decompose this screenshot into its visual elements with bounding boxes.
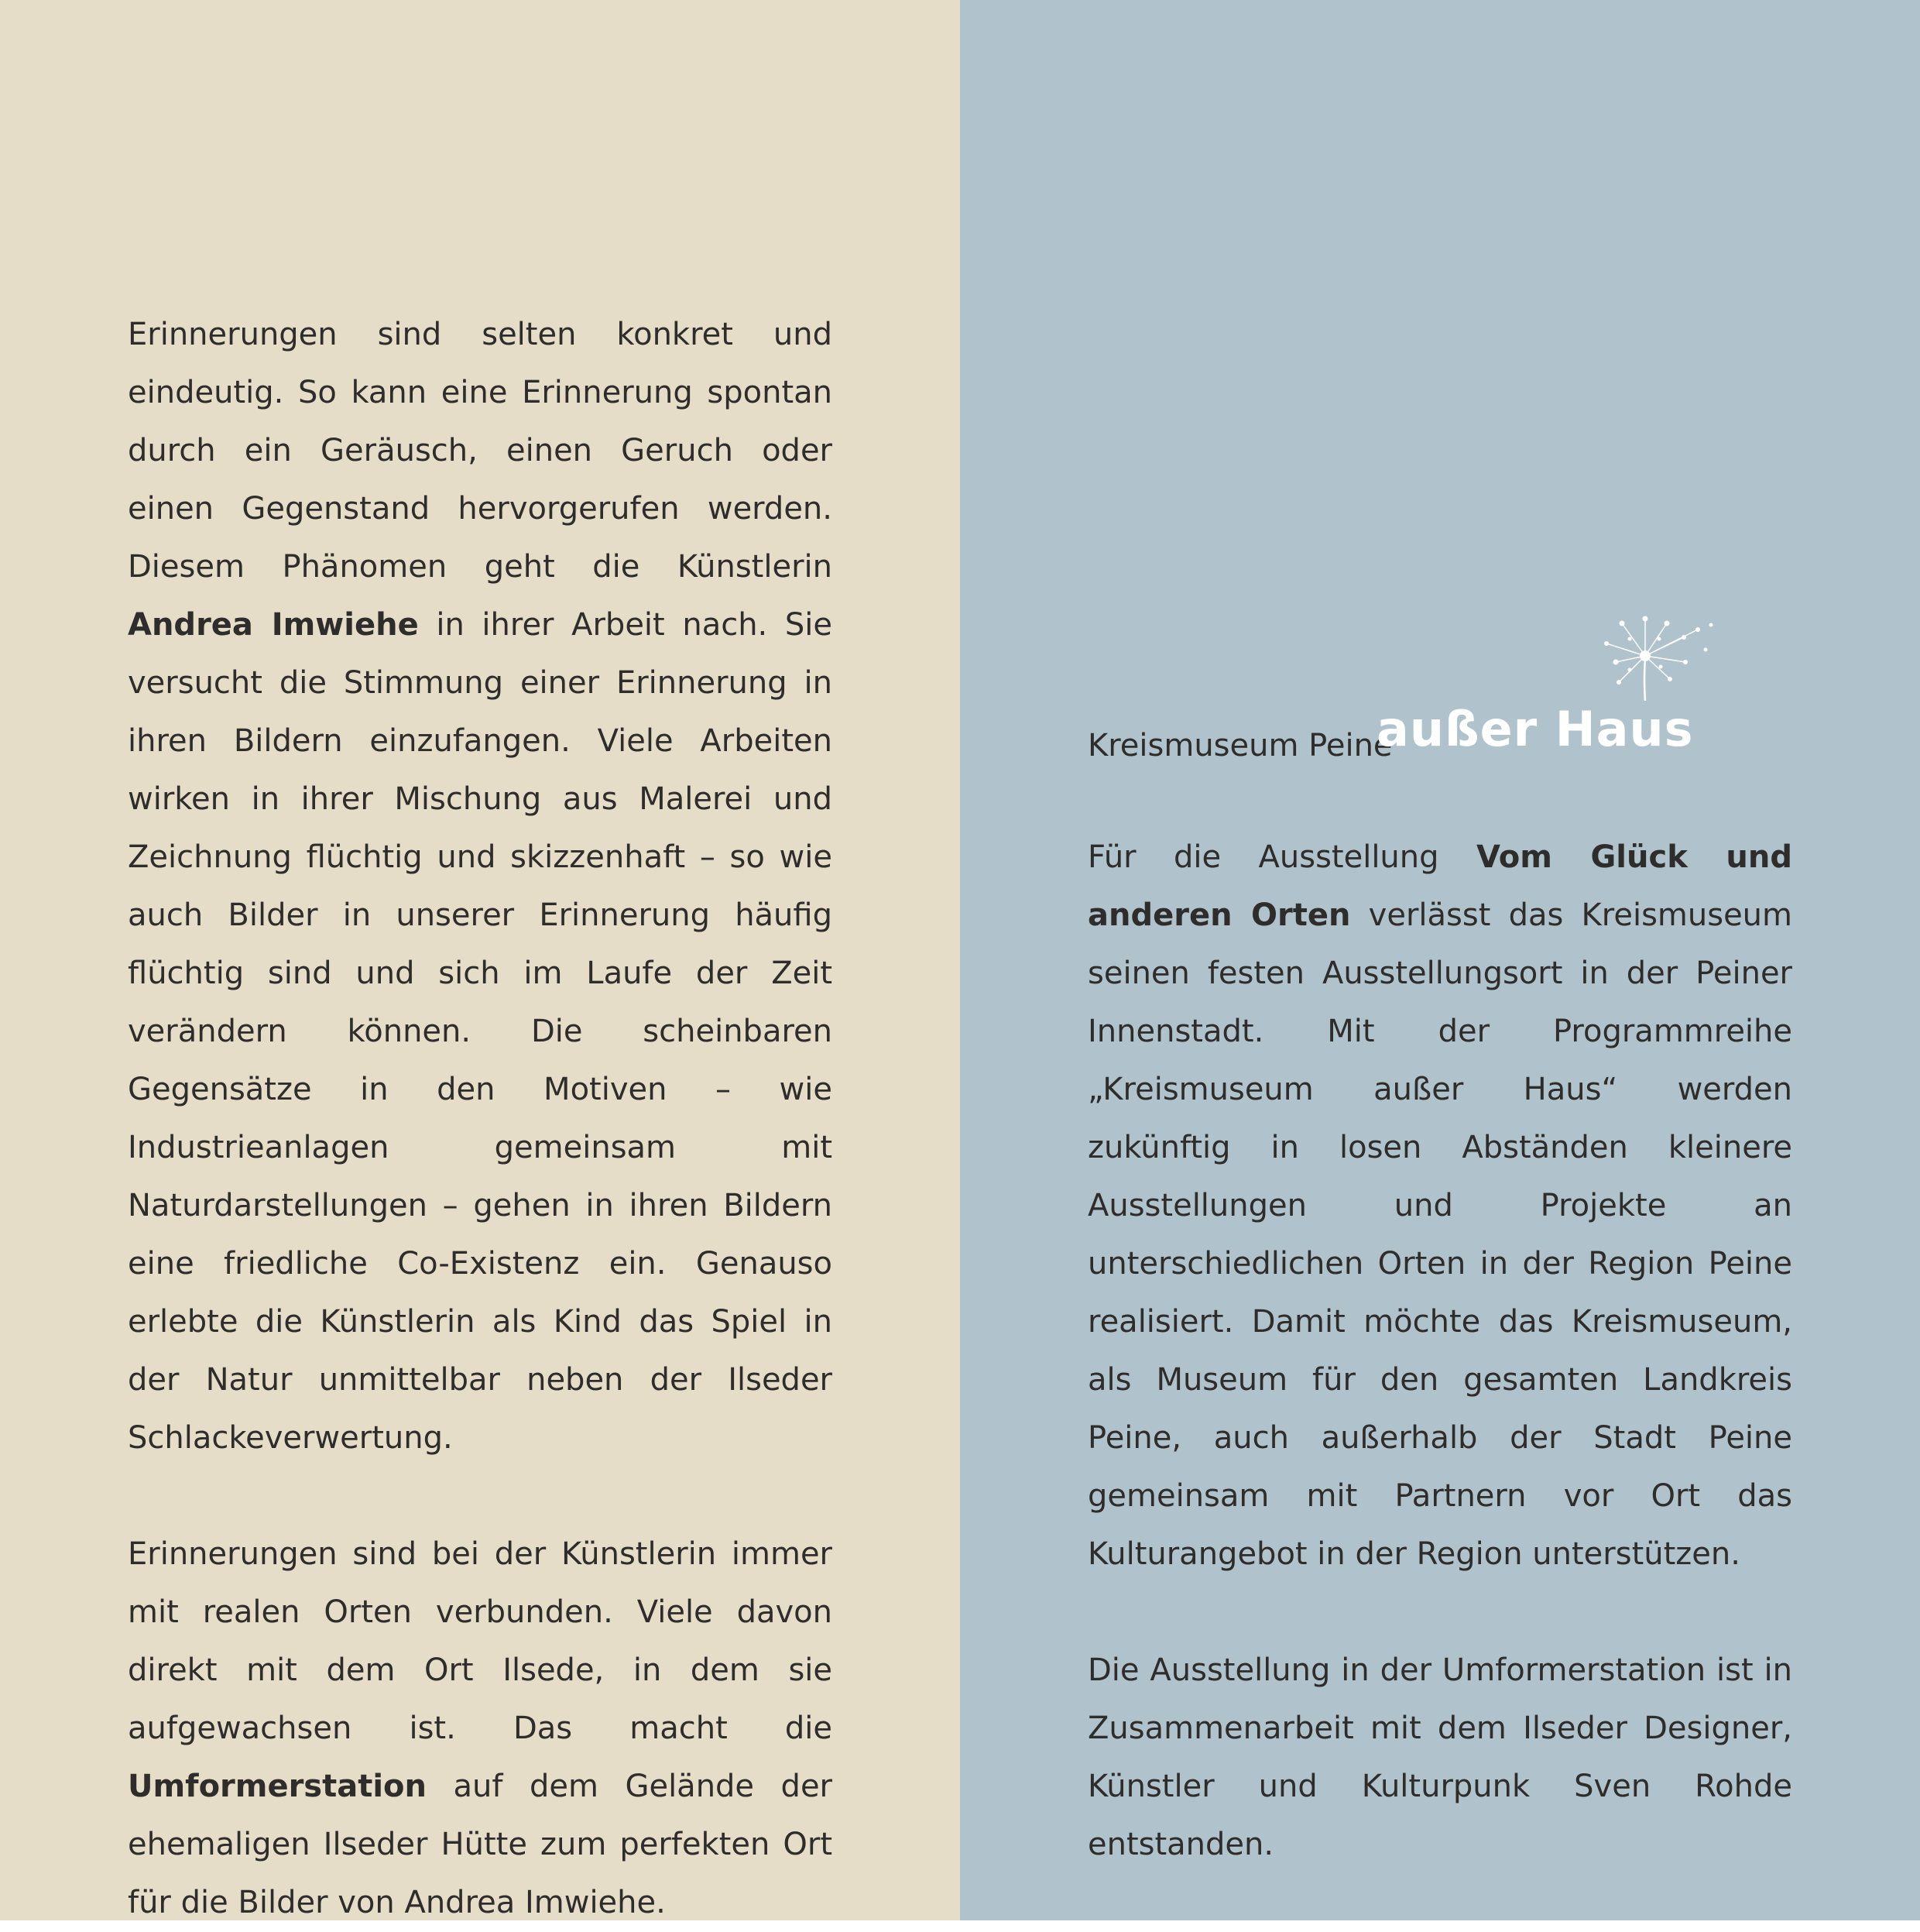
left-paragraph-2 — [128, 1525, 832, 1932]
text-run: auf dem Gelände der ehemaligen Ilseder Hütte zum perfekten Ort für die Bilder von Andrea Imwiehe. — [128, 1769, 832, 1920]
ausser-haus-logo: außer Haus — [1377, 701, 1694, 757]
artist-name: Andrea Imwiehe — [128, 607, 419, 643]
left-column — [128, 306, 832, 1932]
text-run: verlässt das Kreismuseum seinen festen Ausstellungsort in der Peiner Innenstadt. Mit der Programmreihe „Kreismuseum außer Haus“ werden zukünftig in losen Abständen kleinere Ausstellungen und Projekte an unterschiedlichen Orten in der Region Peine realisiert. Damit möchte das Kreismuseum, als Museum für den gesamten Landkreis Peine, auch außerhalb der Stadt Peine gemeinsam mit Partnern vor Ort das Kulturangebot in der Region unterstützen. — [1088, 897, 1792, 1572]
text-run: Erinnerungen sind selten konkret und eindeutig. So kann eine Erinnerung spontan durch ein Geräusch, einen Geruch oder einen Gegenstand hervorgerufen werden. Diesem Phänomen geht die Künstlerin — [128, 317, 832, 585]
right-column — [1088, 829, 1792, 1874]
venue-name: Umformerstation — [128, 1769, 427, 1804]
right-paragraph-1 — [1088, 829, 1792, 1584]
right-paragraph-2 — [1088, 1642, 1792, 1874]
text-run: in ihrer Arbeit nach. Sie versucht die Stimmung einer Erinnerung in ihren Bildern einzufangen. Viele Arbeiten wirken in ihrer Mischung aus Malerei und Zeichnung flüchtig und skizzenhaft – so wie auch Bilder in unserer Erinnerung häufig flüchtig sind und sich im Laufe der Zeit verändern können. Die scheinbaren Gegensätze in den Motiven – wie Industrieanlagen gemeinsam mit Naturdarstellungen – gehen in ihren Bildern eine friedliche Co-Existenz ein. Genauso erlebte die Künstlerin als Kind das Spiel in der Natur unmittelbar neben der Ilseder Schlackeverwertung. — [128, 607, 833, 1456]
text-run: Die Ausstellung in der Umformerstation ist in Zusammenarbeit mit dem Ilseder Designer, Künstler und Kulturpunk Sven Rohde entstanden. — [1088, 1652, 1792, 1862]
dandelion-icon — [1599, 616, 1715, 701]
museum-name: Kreismuseum Peine — [1088, 728, 1393, 764]
text-run: Für die Ausstellung — [1088, 839, 1476, 875]
exhibition-title: Vom Glück und anderen Orten — [1088, 839, 1792, 933]
left-paragraph-1 — [128, 306, 832, 1467]
text-run: Erinnerungen sind bei der Künstlerin immer mit realen Orten verbunden. Viele davon direkt mit dem Ort Ilsede, in dem sie aufgewachsen ist. Das macht die — [128, 1536, 832, 1746]
brand-line — [1088, 695, 1707, 788]
